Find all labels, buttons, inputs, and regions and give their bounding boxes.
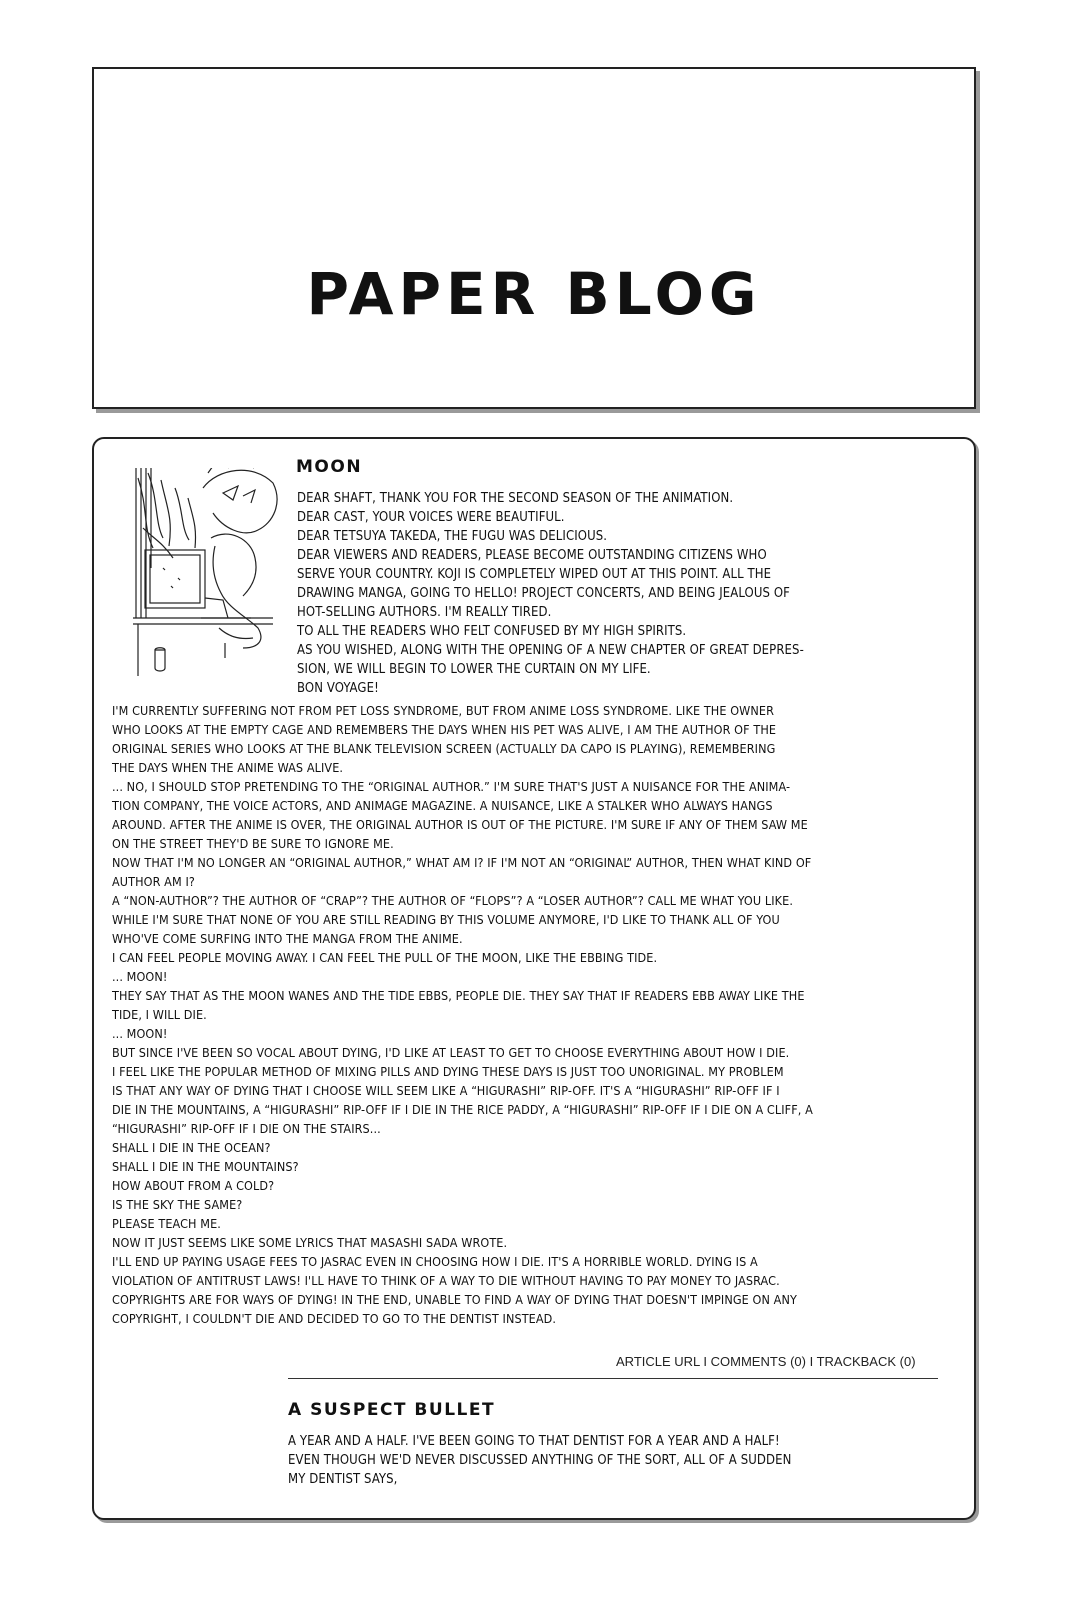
text-line: HOT-SELLING AUTHORS. I'M REALLY TIRED. [297,605,552,620]
text-line: IS THAT ANY WAY OF DYING THAT I CHOOSE WILL SEEM LIKE A “HIGURASHI” RIP-OFF. IT'S A “HIGURASHI” RIP-OFF IF I [112,1083,780,1098]
post-footer-links[interactable]: ARTICLE URL I COMMENTS (0) I TRACKBACK (0) [616,1354,916,1369]
post2-body-text [288,1432,791,1489]
text-line: ... MOON! [112,1026,168,1041]
post-body-text [112,701,813,1328]
text-line: A “NON-AUTHOR”? THE AUTHOR OF “CRAP”? THE AUTHOR OF “FLOPS”? A “LOSER AUTHOR”? CALL ME WHAT YOU LIKE. [112,893,794,908]
text-line: WHO LOOKS AT THE EMPTY CAGE AND REMEMBERS THE DAYS WHEN HIS PET WAS ALIVE, I AM THE AUTHOR OF THE [112,722,777,737]
text-line: THEY SAY THAT AS THE MOON WANES AND THE TIDE EBBS, PEOPLE DIE. THEY SAY THAT IF READERS EBB AWAY LIKE THE [112,988,805,1003]
text-line: I'LL END UP PAYING USAGE FEES TO JASRAC EVEN IN CHOOSING HOW I DIE. IT'S A HORRIBLE WORLD. DYING IS A [112,1254,758,1269]
text-line: DIE IN THE MOUNTAINS, A “HIGURASHI” RIP-OFF IF I DIE IN THE RICE PADDY, A “HIGURASHI” RIP-OFF IF I DIE ON A CLIFF, A [112,1102,813,1117]
text-line: “HIGURASHI” RIP-OFF IF I DIE ON THE STAIRS... [112,1121,381,1136]
text-line: AROUND. AFTER THE ANIME IS OVER, THE ORIGINAL AUTHOR IS OUT OF THE PICTURE. I'M SURE IF ANY OF THEM SAW ME [112,817,808,832]
text-line: TION COMPANY, THE VOICE ACTORS, AND ANIMAGE MAGAZINE. A NUISANCE, LIKE A STALKER WHO ALWAYS HANGS [112,798,773,813]
text-line: SHALL I DIE IN THE MOUNTAINS? [112,1159,299,1174]
text-line: IS THE SKY THE SAME? [112,1197,243,1212]
text-line: SHALL I DIE IN THE OCEAN? [112,1140,271,1155]
post-heading-moon: MOON [296,457,363,477]
text-line: ORIGINAL SERIES WHO LOOKS AT THE BLANK TELEVISION SCREEN (ACTUALLY DA CAPO IS PLAYING), REMEMBERING [112,741,776,756]
text-line: THE DAYS WHEN THE ANIME WAS ALIVE. [112,760,344,775]
text-line: DEAR CAST, YOUR VOICES WERE BEAUTIFUL. [297,510,565,525]
text-line: PLEASE TEACH ME. [112,1216,221,1231]
text-line: COPYRIGHT, I COULDN'T DIE AND DECIDED TO GO TO THE DENTIST INSTEAD. [112,1311,557,1326]
text-line: TO ALL THE READERS WHO FELT CONFUSED BY MY HIGH SPIRITS. [297,624,687,639]
text-line: DEAR SHAFT, THANK YOU FOR THE SECOND SEASON OF THE ANIMATION. [297,491,734,506]
text-line: MY DENTIST SAYS, [288,1472,398,1487]
post-heading-suspect-bullet: A SUSPECT BULLET [288,1400,496,1420]
text-line: AS YOU WISHED, ALONG WITH THE OPENING OF A NEW CHAPTER OF GREAT DEPRES- [297,643,804,658]
text-line: SION, WE WILL BEGIN TO LOWER THE CURTAIN ON MY LIFE. [297,662,651,677]
text-line: ON THE STREET THEY'D BE SURE TO IGNORE ME. [112,836,394,851]
text-line: I FEEL LIKE THE POPULAR METHOD OF MIXING PILLS AND DYING THESE DAYS IS JUST TOO UNORIGINAL. MY PROBLEM [112,1064,784,1079]
author-drawing-illustration [133,468,283,676]
post-intro-text [297,489,804,698]
text-line: BUT SINCE I'VE BEEN SO VOCAL ABOUT DYING, I'D LIKE AT LEAST TO GET TO CHOOSE EVERYTHING ABOUT HOW I DIE. [112,1045,790,1060]
text-line: NOW IT JUST SEEMS LIKE SOME LYRICS THAT MASASHI SADA WROTE. [112,1235,508,1250]
text-line: WHILE I'M SURE THAT NONE OF YOU ARE STILL READING BY THIS VOLUME ANYMORE, I'D LIKE TO THANK ALL OF YOU [112,912,780,927]
text-line: DEAR TETSUYA TAKEDA, THE FUGU WAS DELICIOUS. [297,529,608,544]
title-panel [92,67,976,409]
text-line: AUTHOR AM I? [112,874,195,889]
text-line: DEAR VIEWERS AND READERS, PLEASE BECOME OUTSTANDING CITIZENS WHO [297,548,767,563]
post-divider [288,1378,938,1379]
text-line: SERVE YOUR COUNTRY. KOJI IS COMPLETELY WIPED OUT AT THIS POINT. ALL THE [297,567,772,582]
text-line: ... NO, I SHOULD STOP PRETENDING TO THE “ORIGINAL AUTHOR.” I'M SURE THAT'S JUST A NUISANCE FOR THE ANIMA- [112,779,791,794]
text-line: I CAN FEEL PEOPLE MOVING AWAY. I CAN FEEL THE PULL OF THE MOON, LIKE THE EBBING TIDE. [112,950,658,965]
text-line: HOW ABOUT FROM A COLD? [112,1178,275,1193]
text-line: EVEN THOUGH WE'D NEVER DISCUSSED ANYTHING OF THE SORT, ALL OF A SUDDEN [288,1453,792,1468]
text-line: ... MOON! [112,969,168,984]
text-line: DRAWING MANGA, GOING TO HELLO! PROJECT CONCERTS, AND BEING JEALOUS OF [297,586,790,601]
text-line: NOW THAT I'M NO LONGER AN “ORIGINAL AUTHOR,” WHAT AM I? IF I'M NOT AN “ORIGINAL” AUTHOR, THEN WHAT KIND OF [112,855,812,870]
text-line: TIDE, I WILL DIE. [112,1007,207,1022]
text-line: WHO'VE COME SURFING INTO THE MANGA FROM THE ANIME. [112,931,463,946]
text-line: I'M CURRENTLY SUFFERING NOT FROM PET LOSS SYNDROME, BUT FROM ANIME LOSS SYNDROME. LIKE THE OWNER [112,703,775,718]
text-line: VIOLATION OF ANTITRUST LAWS! I'LL HAVE TO THINK OF A WAY TO DIE WITHOUT HAVING TO PAY MONEY TO JASRAC. [112,1273,780,1288]
page-title: PAPER BLOG [306,260,762,328]
text-line: BON VOYAGE! [297,681,379,696]
text-line: COPYRIGHTS ARE FOR WAYS OF DYING! IN THE END, UNABLE TO FIND A WAY OF DYING THAT DOESN'T IMPINGE ON ANY [112,1292,797,1307]
text-line: A YEAR AND A HALF. I'VE BEEN GOING TO THAT DENTIST FOR A YEAR AND A HALF! [288,1434,780,1449]
